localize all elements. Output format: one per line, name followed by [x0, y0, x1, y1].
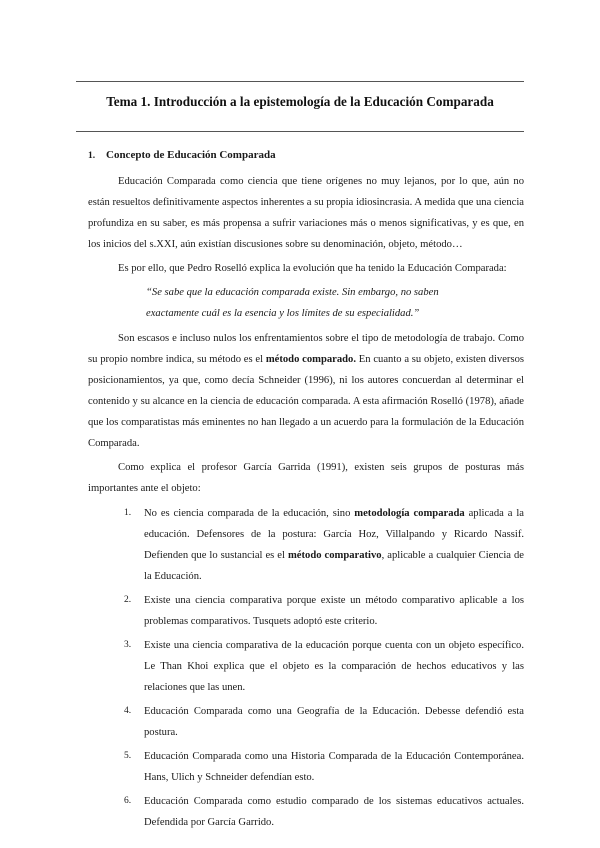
- quote-rosello: “Se sabe que la educación comparada existe. Sin embargo, no saben exactamente cuál es la esencia y los límites de su especialidad.”: [146, 287, 439, 319]
- list-item-number: 5.: [124, 751, 132, 761]
- section-title: Concepto de Educación Comparada: [106, 149, 276, 161]
- list-item: [124, 503, 524, 587]
- list-item-text-b: aplicada a la educación. Defensores de la postura: García Hoz, Villalpando y Ricardo Nassif. Defienden que lo sustancial es el: [144, 508, 524, 561]
- list-item-text: Educación Comparada como una Historia Comparada de la Educación Contemporánea. Hans, Ulich y Schneider defendían esto.: [144, 751, 524, 783]
- top-rule: [76, 81, 524, 82]
- document-body: [88, 145, 524, 836]
- list-item-text: Educación Comparada como estudio comparado de los sistemas educativos actuales. Defendida por García Garrido.: [144, 796, 524, 828]
- list-item: [124, 635, 524, 698]
- bottom-rule: [76, 131, 524, 132]
- list-item-text: Existe una ciencia comparativa porque existe un método comparativo aplicable a los problemas comparativos. Tusquets adoptó este criterio.: [144, 595, 524, 627]
- section-number: 1.: [88, 151, 96, 161]
- paragraph-method-text-a: Son escasos e incluso nulos los enfrentamientos sobre el tipo de metodología de trabajo. Como su propio nombre indica, su método es el: [88, 333, 524, 365]
- list-item-number: 3.: [124, 640, 132, 650]
- list-item-text: [144, 503, 524, 587]
- paragraph-intro: Educación Comparada como ciencia que tiene orígenes no muy lejanos, por lo que, aún no están resueltos definitivamente aspectos inherentes a su propia idiosincrasia. A medida que una ciencia profundiza en su saber, es más propensa a sufrir variaciones más o menos significativas, y es que, en los inicios del s.XXI, aún existían discusiones sobre su denominación, objeto, método…: [88, 176, 524, 250]
- list-item: [124, 746, 524, 788]
- list-item-text: Existe una ciencia comparativa de la educación porque cuenta con un objeto específico. Le Than Khoi explica que el objeto es la comparación de hechos educativos y las relaciones que las unen.: [144, 640, 524, 693]
- list-item-text-a: No es ciencia comparada de la educación, sino: [144, 508, 355, 519]
- list-item-text: Educación Comparada como una Geografía de la Educación. Debesse defendió esta postura.: [144, 706, 524, 738]
- list-item-number: 1.: [124, 508, 132, 518]
- list-item-number: 6.: [124, 796, 132, 806]
- paragraph-method: [88, 328, 524, 454]
- list-item-number: 2.: [124, 595, 132, 605]
- paragraph-rosello: Es por ello, que Pedro Roselló explica la evolución que ha tenido la Educación Comparada:: [118, 263, 507, 274]
- section-heading: [88, 145, 524, 167]
- list-item-text-c: , aplicable a cualquier Ciencia de la Educación.: [144, 550, 525, 582]
- list-item-bold-1: metodología comparada: [354, 508, 465, 519]
- list-item: [124, 590, 524, 632]
- postures-list: [124, 503, 524, 833]
- list-item-bold-2: método comparativo: [287, 550, 382, 561]
- list-item: [124, 791, 524, 833]
- paragraph-garrida: Como explica el profesor García Garrida (1991), existen seis grupos de posturas más importantes ante el objeto:: [88, 462, 524, 494]
- paragraph-method-text-b: En cuanto a su objeto, existen diversos posicionamientos, ya que, como decía Schneider (1996), ni los autores concuerdan al determinar el contenido y su alcance en la ciencia de educación comparada. A esta afirmación Roselló (1978), añade que los comparatistas más eminentes no han llegado a un acuerdo para la formulación de la Educación Comparada.: [88, 354, 524, 449]
- paragraph-method-bold: método comparado.: [265, 354, 356, 365]
- list-item-number: 4.: [124, 706, 132, 716]
- page-title: Tema 1. Introducción a la epistemología de la Educación Comparada: [106, 94, 494, 109]
- list-item: [124, 701, 524, 743]
